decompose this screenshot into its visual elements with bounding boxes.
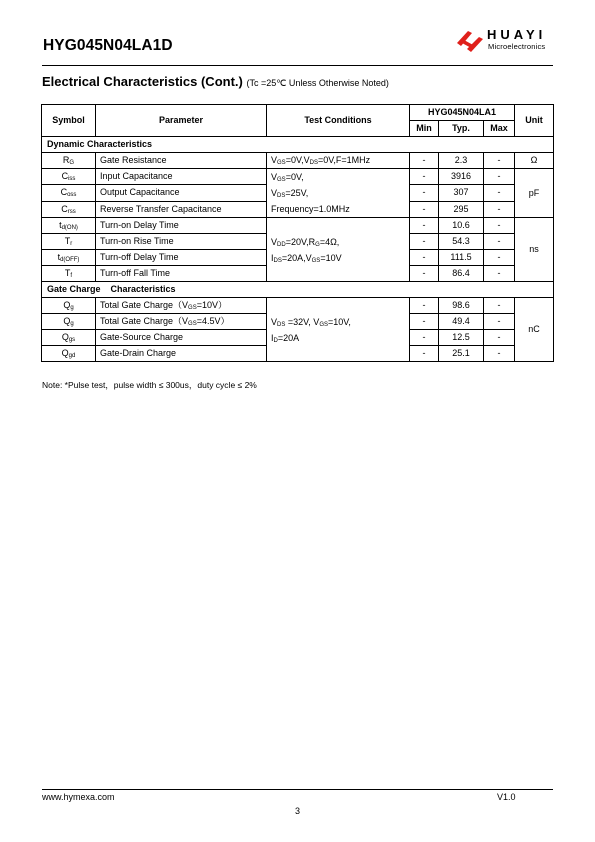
parameter-cell: Turn-on Rise Time — [96, 234, 267, 250]
col-header-symbol: Symbol — [42, 105, 96, 137]
min-cell: - — [410, 266, 439, 282]
typ-cell: 12.5 — [439, 330, 484, 346]
col-header-max: Max — [484, 121, 515, 137]
max-cell: - — [484, 218, 515, 234]
unit-cell: pF — [515, 169, 554, 218]
parameter-cell: Gate-Drain Charge — [96, 346, 267, 362]
table-row — [42, 169, 554, 185]
version-text: V1.0 — [497, 792, 516, 802]
parameter-cell: Total Gate $Charge(V_{GS}=4.5V)$ — [96, 314, 267, 330]
table-row — [42, 218, 554, 234]
min-cell: - — [410, 201, 439, 217]
min-cell: - — [410, 298, 439, 314]
max-cell: - — [484, 201, 515, 217]
symbol-cell: $R_G$ — [42, 153, 96, 169]
table-row — [42, 153, 554, 169]
parameter-cell: Gate-Source Charge — [96, 330, 267, 346]
section-title — [42, 74, 389, 89]
col-header-device: HYG045N04LA1 — [410, 105, 515, 121]
max-cell: - — [484, 169, 515, 185]
condition-cell: $V_{DS} =32V$, $V_{GS}=10V$, $I_D=20A$ — [267, 298, 410, 362]
unit-cell: ns — [515, 218, 554, 282]
symbol-cell: $C_{oss}$ — [42, 185, 96, 201]
typ-cell: 3916 — [439, 169, 484, 185]
max-cell: - — [484, 266, 515, 282]
table-row — [42, 298, 554, 314]
typ-cell: 111.5 — [439, 250, 484, 266]
min-cell: - — [410, 250, 439, 266]
website-text: www.hymexa.com — [42, 792, 115, 802]
parameter-cell: Input Capacitance — [96, 169, 267, 185]
group-gate-charge: Gate Charge Characteristics — [42, 282, 554, 298]
part-number-title: HYG045N04LA1D — [43, 37, 173, 54]
typ-cell: 54.3 — [439, 234, 484, 250]
max-cell: - — [484, 234, 515, 250]
electrical-characteristics-table — [41, 104, 554, 362]
col-header-min: Min — [410, 121, 439, 137]
parameter-cell: Turn-off Fall Time — [96, 266, 267, 282]
typ-cell: 86.4 — [439, 266, 484, 282]
parameter-cell: Turn-off Delay Time — [96, 250, 267, 266]
logo-subtitle: Microelectronics — [488, 42, 546, 51]
parameter-cell: Reverse Transfer Capacitance — [96, 201, 267, 217]
min-cell: - — [410, 314, 439, 330]
page-number: 3 — [294, 806, 300, 816]
typ-cell: 307 — [439, 185, 484, 201]
symbol-cell: $T_r$ — [42, 234, 96, 250]
min-cell: - — [410, 218, 439, 234]
symbol-cell: $t_{d(ON)}$ — [42, 218, 96, 234]
footer-rule — [42, 789, 553, 790]
typ-cell: 10.6 — [439, 218, 484, 234]
parameter-cell: Gate Resistance — [96, 153, 267, 169]
symbol-cell: $Q_{gs}$ — [42, 330, 96, 346]
col-header-parameter: Parameter — [96, 105, 267, 137]
section-title-text: Electrical Characteristics (Cont.) — [42, 74, 243, 89]
max-cell: - — [484, 346, 515, 362]
parameter-cell: Total Gate $Charge(V_{GS}=10V)$ — [96, 298, 267, 314]
min-cell: - — [410, 346, 439, 362]
footnote: Note: *Pulse test，pulse width ≤ 300us，duty cycle ≤ 2% — [42, 380, 257, 390]
parameter-cell: Output Capacitance — [96, 185, 267, 201]
typ-cell: 295 — [439, 201, 484, 217]
group-dynamic: Dynamic Characteristics — [42, 137, 554, 153]
col-header-test-conditions: Test Conditions — [267, 105, 410, 137]
symbol-cell: $C_{rss}$ — [42, 201, 96, 217]
col-header-unit: Unit — [515, 105, 554, 137]
min-cell: - — [410, 153, 439, 169]
min-cell: - — [410, 330, 439, 346]
max-cell: - — [484, 330, 515, 346]
huayi-logo — [455, 27, 560, 55]
max-cell: - — [484, 314, 515, 330]
symbol-cell: $Q_{gd}$ — [42, 346, 96, 362]
symbol-cell: $T_f$ — [42, 266, 96, 282]
unit-cell: nC — [515, 298, 554, 362]
symbol-cell: $t_{d(OFF)}$ — [42, 250, 96, 266]
section-condition: (Tc =25℃ Unless Otherwise Noted) — [246, 78, 389, 88]
symbol-cell: $Q_g$ — [42, 298, 96, 314]
max-cell: - — [484, 185, 515, 201]
min-cell: - — [410, 234, 439, 250]
condition-cell: $V_{DD}=20V,R_G=4\Omega$, $I_{DS}=20A,V_{GS}=10V$ — [267, 218, 410, 282]
col-header-typ: Typ. — [439, 121, 484, 137]
max-cell: - — [484, 298, 515, 314]
unit-cell: Ω — [515, 153, 554, 169]
symbol-cell: $Q_g$ — [42, 314, 96, 330]
typ-cell: 2.3 — [439, 153, 484, 169]
header-rule — [42, 65, 553, 66]
condition-cell: $V_{GS}=0V$, $V_{DS}=25V$, Frequency=1.0MHz — [267, 169, 410, 218]
min-cell: - — [410, 185, 439, 201]
logo-word: HUAYI — [487, 27, 547, 42]
typ-cell: 25.1 — [439, 346, 484, 362]
symbol-cell: $C_{iss}$ — [42, 169, 96, 185]
typ-cell: 49.4 — [439, 314, 484, 330]
parameter-cell: Turn-on Delay Time — [96, 218, 267, 234]
min-cell: - — [410, 169, 439, 185]
condition-cell: $V_{GS}=0V,V_{DS}=0V,F=1MHz$ — [267, 153, 410, 169]
typ-cell: 98.6 — [439, 298, 484, 314]
max-cell: - — [484, 250, 515, 266]
huayi-logo-mark-icon — [455, 27, 485, 55]
max-cell: - — [484, 153, 515, 169]
